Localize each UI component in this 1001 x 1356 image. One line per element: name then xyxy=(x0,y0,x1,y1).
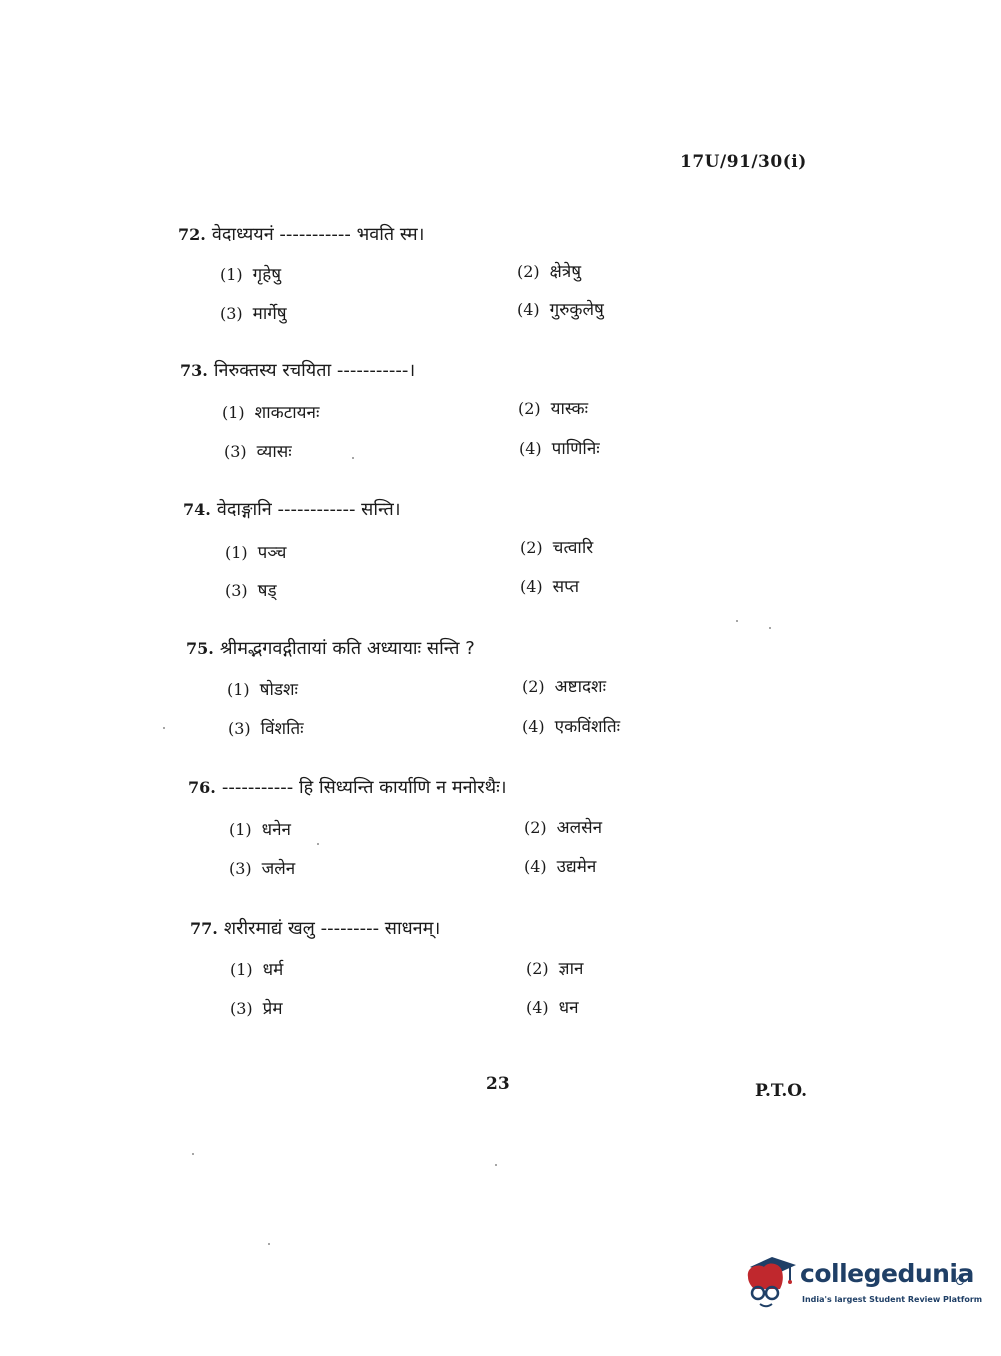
option-4: (4) एकविंशतिः xyxy=(522,717,621,737)
student-mascot-icon xyxy=(742,1251,798,1309)
option-1: (1) शाकटायनः xyxy=(222,403,320,423)
option-2: (2) ज्ञान xyxy=(526,959,584,979)
question-number: 75. xyxy=(186,639,214,658)
scan-speck xyxy=(495,1164,497,1166)
option-4: (4) पाणिनिः xyxy=(519,439,600,459)
question-text: वेदाङ्गानि ------------ सन्ति। xyxy=(216,499,401,520)
question-number: 76. xyxy=(188,778,216,797)
question-text: शरीरमाद्यं खलु --------- साधनम्। xyxy=(223,918,441,939)
option-2: (2) क्षेत्रेषु xyxy=(517,262,582,282)
option-1: (1) गृहेषु xyxy=(220,265,282,285)
brand-tagline: India's largest Student Review Platform xyxy=(802,1295,983,1304)
question-text: वेदाध्ययनं ----------- भवति स्म। xyxy=(211,224,425,245)
question-stem xyxy=(180,358,415,382)
option-2: (2) अलसेन xyxy=(524,818,603,838)
option-3: (3) षड् xyxy=(225,581,277,601)
option-4: (4) उद्यमेन xyxy=(524,857,597,877)
scan-speck xyxy=(769,627,771,629)
question-stem xyxy=(188,775,507,799)
scan-speck xyxy=(317,843,319,845)
brand-name: collegedunia xyxy=(800,1259,974,1288)
scan-speck xyxy=(163,727,165,729)
question-77 xyxy=(0,916,1001,1036)
option-2: (2) अष्टादशः xyxy=(522,677,607,697)
option-4: (4) सप्त xyxy=(520,577,580,597)
option-4: (4) गुरुकुलेषु xyxy=(517,300,604,320)
question-73 xyxy=(0,358,1001,478)
question-number: 73. xyxy=(180,361,208,380)
question-number: 72. xyxy=(178,225,206,244)
question-text: निरुक्तस्य रचयिता -----------। xyxy=(213,360,416,381)
question-stem xyxy=(186,636,475,660)
scan-speck xyxy=(192,1153,194,1155)
option-1: (1) पञ्च xyxy=(225,543,287,563)
question-stem xyxy=(190,916,440,940)
option-1: (1) धर्म xyxy=(230,960,284,980)
question-75 xyxy=(0,636,1001,756)
scan-speck xyxy=(736,620,738,622)
question-74 xyxy=(0,497,1001,617)
scan-speck xyxy=(268,1243,270,1245)
question-number: 77. xyxy=(190,919,218,938)
question-76 xyxy=(0,775,1001,895)
registered-mark xyxy=(956,1277,964,1285)
option-3: (3) व्यासः xyxy=(224,442,292,462)
option-2: (2) यास्कः xyxy=(518,399,589,419)
page-number: 23 xyxy=(486,1074,510,1094)
pto-label: P.T.O. xyxy=(755,1081,807,1101)
option-1: (1) धनेन xyxy=(229,820,291,840)
option-3: (3) विंशतिः xyxy=(228,719,304,739)
question-stem xyxy=(183,497,401,521)
question-text: ----------- हि सिध्यन्ति कार्याणि न मनोरथैः। xyxy=(221,777,507,798)
collegedunia-logo xyxy=(742,1251,983,1313)
option-4: (4) धन xyxy=(526,998,579,1018)
paper-code: 17U/91/30(i) xyxy=(680,152,807,172)
option-3: (3) जलेन xyxy=(229,859,296,879)
question-text: श्रीमद्भगवद्गीतायां कति अध्यायाः सन्ति ? xyxy=(219,638,475,659)
option-1: (1) षोडशः xyxy=(227,680,298,700)
question-number: 74. xyxy=(183,500,211,519)
scan-speck xyxy=(352,457,354,459)
question-stem xyxy=(178,222,425,246)
question-72 xyxy=(0,222,1001,342)
option-3: (3) मार्गेषु xyxy=(220,304,287,324)
option-2: (2) चत्वारि xyxy=(520,538,594,558)
option-3: (3) प्रेम xyxy=(230,999,283,1019)
